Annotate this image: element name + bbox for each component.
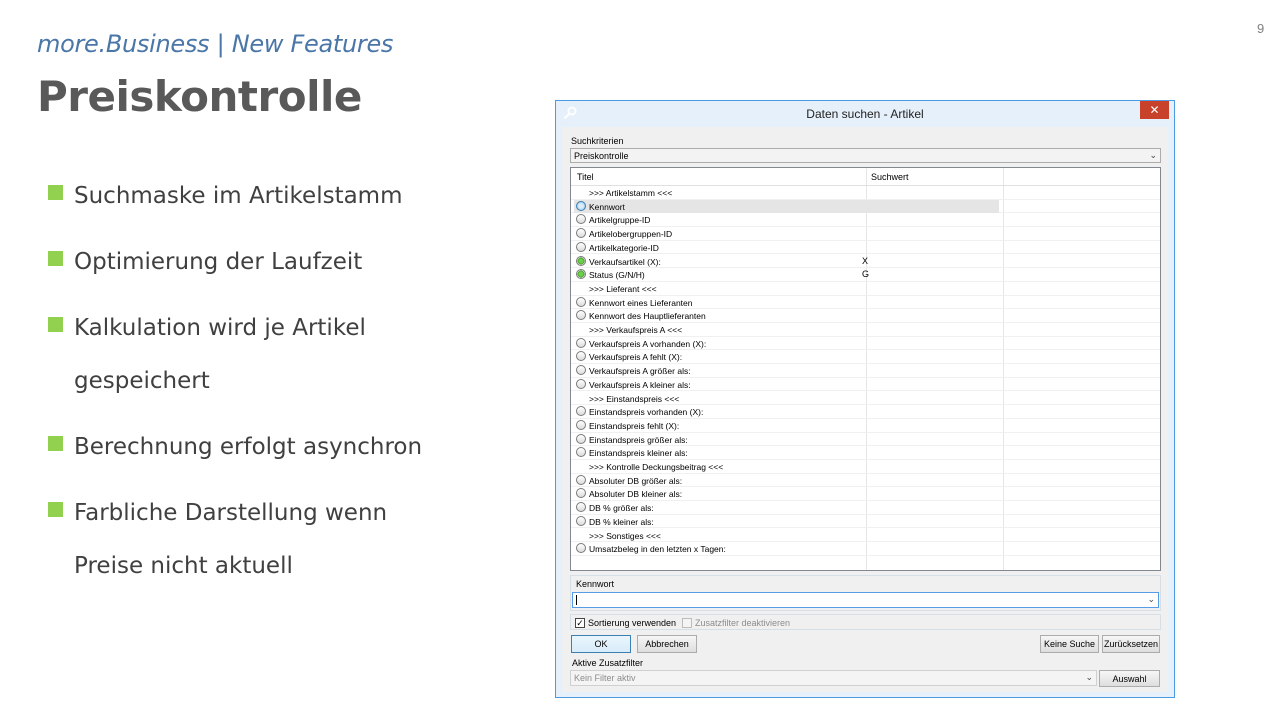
radio-button[interactable] xyxy=(576,338,586,348)
search-dialog xyxy=(555,100,1175,698)
radio-button[interactable] xyxy=(576,434,586,444)
dialog-title: Daten suchen - Artikel xyxy=(806,107,924,121)
grid-row[interactable] xyxy=(571,419,1160,433)
radio-button[interactable] xyxy=(576,214,586,224)
grid-row[interactable] xyxy=(571,364,1160,378)
row-title: Einstandspreis größer als: xyxy=(589,434,688,445)
page-number: 9 xyxy=(1257,21,1265,36)
grid-row[interactable] xyxy=(571,405,1160,419)
grid-row[interactable] xyxy=(571,268,1160,282)
grid-section-row xyxy=(571,529,1160,543)
filter-value: Kein Filter aktiv xyxy=(574,673,636,683)
radio-button[interactable] xyxy=(576,379,586,389)
radio-button[interactable] xyxy=(576,365,586,375)
text-cursor xyxy=(576,595,577,605)
row-title: Verkaufspreis A kleiner als: xyxy=(589,379,691,390)
radio-button[interactable] xyxy=(576,351,586,361)
suchkriterien-label: Suchkriterien xyxy=(571,136,624,146)
checkmark-icon: ✓ xyxy=(576,618,584,628)
bullet-square-icon xyxy=(48,251,63,266)
row-title: Einstandspreis kleiner als: xyxy=(589,448,688,459)
radio-button[interactable] xyxy=(576,242,586,252)
row-title: >>> Lieferant <<< xyxy=(589,283,657,294)
slide-title: Preiskontrolle xyxy=(37,72,362,121)
sortierung-label: Sortierung verwenden xyxy=(588,618,677,628)
row-title: Verkaufspreis A fehlt (X): xyxy=(589,352,683,363)
grid-row[interactable] xyxy=(571,309,1160,323)
grid-row[interactable] xyxy=(571,241,1160,255)
radio-button[interactable] xyxy=(576,228,586,238)
chevron-down-icon: ⌄ xyxy=(1085,672,1093,682)
row-title: Verkaufspreis A vorhanden (X): xyxy=(589,338,707,349)
selection-highlight xyxy=(574,200,999,213)
row-title: Umsatzbeleg in den letzten x Tagen: xyxy=(589,544,726,555)
row-title: Absoluter DB größer als: xyxy=(589,475,683,486)
radio-button[interactable] xyxy=(576,475,586,485)
grid-row[interactable] xyxy=(571,474,1160,488)
kennwort-group xyxy=(570,575,1161,611)
aktive-zusatzfilter-label: Aktive Zusatzfilter xyxy=(572,658,644,668)
radio-button[interactable] xyxy=(576,447,586,457)
row-title: Einstandspreis fehlt (X): xyxy=(589,420,680,431)
zusatzfilter-label: Zusatzfilter deaktivieren xyxy=(695,618,791,628)
row-title: Kennwort des Hauptlieferanten xyxy=(589,311,706,322)
grid-header xyxy=(571,168,1160,186)
grid-row[interactable] xyxy=(571,350,1160,364)
row-value[interactable]: G xyxy=(862,269,870,280)
radio-button[interactable] xyxy=(576,269,586,279)
close-icon: ✕ xyxy=(1149,103,1160,117)
radio-button[interactable] xyxy=(576,297,586,307)
criteria-grid[interactable] xyxy=(570,167,1161,571)
bullet-item: Optimierung der Laufzeit xyxy=(48,236,428,289)
grid-section-row xyxy=(571,282,1160,296)
bullet-item: Berechnung erfolgt asynchron xyxy=(48,421,428,474)
radio-button[interactable] xyxy=(576,543,586,553)
grid-row[interactable] xyxy=(571,337,1160,351)
radio-button[interactable] xyxy=(576,201,586,211)
zuruecksetzen-button[interactable]: Zurücksetzen xyxy=(1102,635,1160,653)
row-title: Status (G/N/H) xyxy=(589,270,645,281)
options-bar xyxy=(570,614,1161,630)
grid-row[interactable] xyxy=(571,501,1160,515)
dialog-titlebar[interactable] xyxy=(556,101,1174,127)
auswahl-button[interactable]: Auswahl xyxy=(1099,670,1160,687)
grid-row[interactable] xyxy=(571,446,1160,460)
ok-button[interactable]: OK xyxy=(571,635,631,653)
grid-row[interactable] xyxy=(571,227,1160,241)
grid-row[interactable] xyxy=(571,255,1160,269)
row-title: Kennwort eines Lieferanten xyxy=(589,297,693,308)
radio-button[interactable] xyxy=(576,406,586,416)
row-title: >>> Artikelstamm <<< xyxy=(589,188,673,198)
row-title: Artikelobergruppen-ID xyxy=(589,229,673,240)
grid-section-row xyxy=(571,392,1160,406)
row-title: Verkaufsartikel (X): xyxy=(589,256,661,267)
dialog-client-area xyxy=(562,127,1168,692)
abbrechen-button[interactable]: Abbrechen xyxy=(637,635,697,653)
row-title: DB % größer als: xyxy=(589,503,654,514)
bullet-item: Farbliche Darstellung wenn Preise nicht aktuell xyxy=(48,487,428,593)
keine-suche-button[interactable]: Keine Suche xyxy=(1040,635,1099,653)
row-title: >>> Einstandspreis <<< xyxy=(589,393,680,404)
grid-row[interactable] xyxy=(571,515,1160,529)
bullet-square-icon xyxy=(48,317,63,332)
slide-subtitle: more.Business | New Features xyxy=(37,30,394,58)
grid-row[interactable] xyxy=(571,542,1160,556)
radio-button[interactable] xyxy=(576,488,586,498)
row-title: >>> Kontrolle Deckungsbeitrag <<< xyxy=(589,462,724,472)
row-title: Verkaufspreis A größer als: xyxy=(589,366,691,377)
bullet-square-icon xyxy=(48,502,63,517)
suchkriterien-value: Preiskontrolle xyxy=(574,151,629,161)
grid-section-row xyxy=(571,186,1160,200)
kennwort-input[interactable] xyxy=(572,592,1159,608)
sortierung-checkbox[interactable] xyxy=(575,618,585,628)
grid-row[interactable] xyxy=(571,487,1160,501)
row-title: >>> Verkaufspreis A <<< xyxy=(589,325,683,335)
radio-button[interactable] xyxy=(576,502,586,512)
zusatzfilter-checkbox[interactable] xyxy=(682,618,692,628)
grid-row[interactable] xyxy=(571,296,1160,310)
radio-button[interactable] xyxy=(576,516,586,526)
filter-select[interactable] xyxy=(570,670,1097,686)
row-title: DB % kleiner als: xyxy=(589,516,654,527)
row-title: Absoluter DB kleiner als: xyxy=(589,489,683,500)
grid-row[interactable] xyxy=(571,213,1160,227)
chevron-down-icon: ⌄ xyxy=(1149,150,1157,160)
kennwort-label: Kennwort xyxy=(576,579,615,589)
row-title: Einstandspreis vorhanden (X): xyxy=(589,407,704,418)
row-title: Artikelkategorie-ID xyxy=(589,242,659,253)
grid-section-row xyxy=(571,323,1160,337)
grid-row[interactable] xyxy=(571,378,1160,392)
row-title: Kennwort xyxy=(589,201,625,212)
column-header-suchwert[interactable]: Suchwert xyxy=(871,172,909,182)
row-title: >>> Sonstiges <<< xyxy=(589,530,661,541)
grid-row[interactable] xyxy=(571,433,1160,447)
grid-row[interactable] xyxy=(571,200,1160,214)
bullet-square-icon xyxy=(48,436,63,451)
column-header-titel[interactable]: Titel xyxy=(577,172,594,182)
close-button[interactable] xyxy=(1140,101,1169,119)
radio-button[interactable] xyxy=(576,420,586,430)
grid-section-row xyxy=(571,460,1160,474)
bullet-item: Suchmaske im Artikelstamm xyxy=(48,170,428,223)
suchkriterien-select[interactable] xyxy=(570,148,1161,163)
bullet-list xyxy=(48,170,428,605)
chevron-down-icon: ⌄ xyxy=(1147,594,1155,604)
row-title: Artikelgruppe-ID xyxy=(589,215,651,226)
bullet-square-icon xyxy=(48,185,63,200)
bullet-item: Kalkulation wird je Artikel gespeichert xyxy=(48,302,428,408)
row-value[interactable]: X xyxy=(862,255,869,266)
radio-button[interactable] xyxy=(576,310,586,320)
radio-button[interactable] xyxy=(576,256,586,266)
